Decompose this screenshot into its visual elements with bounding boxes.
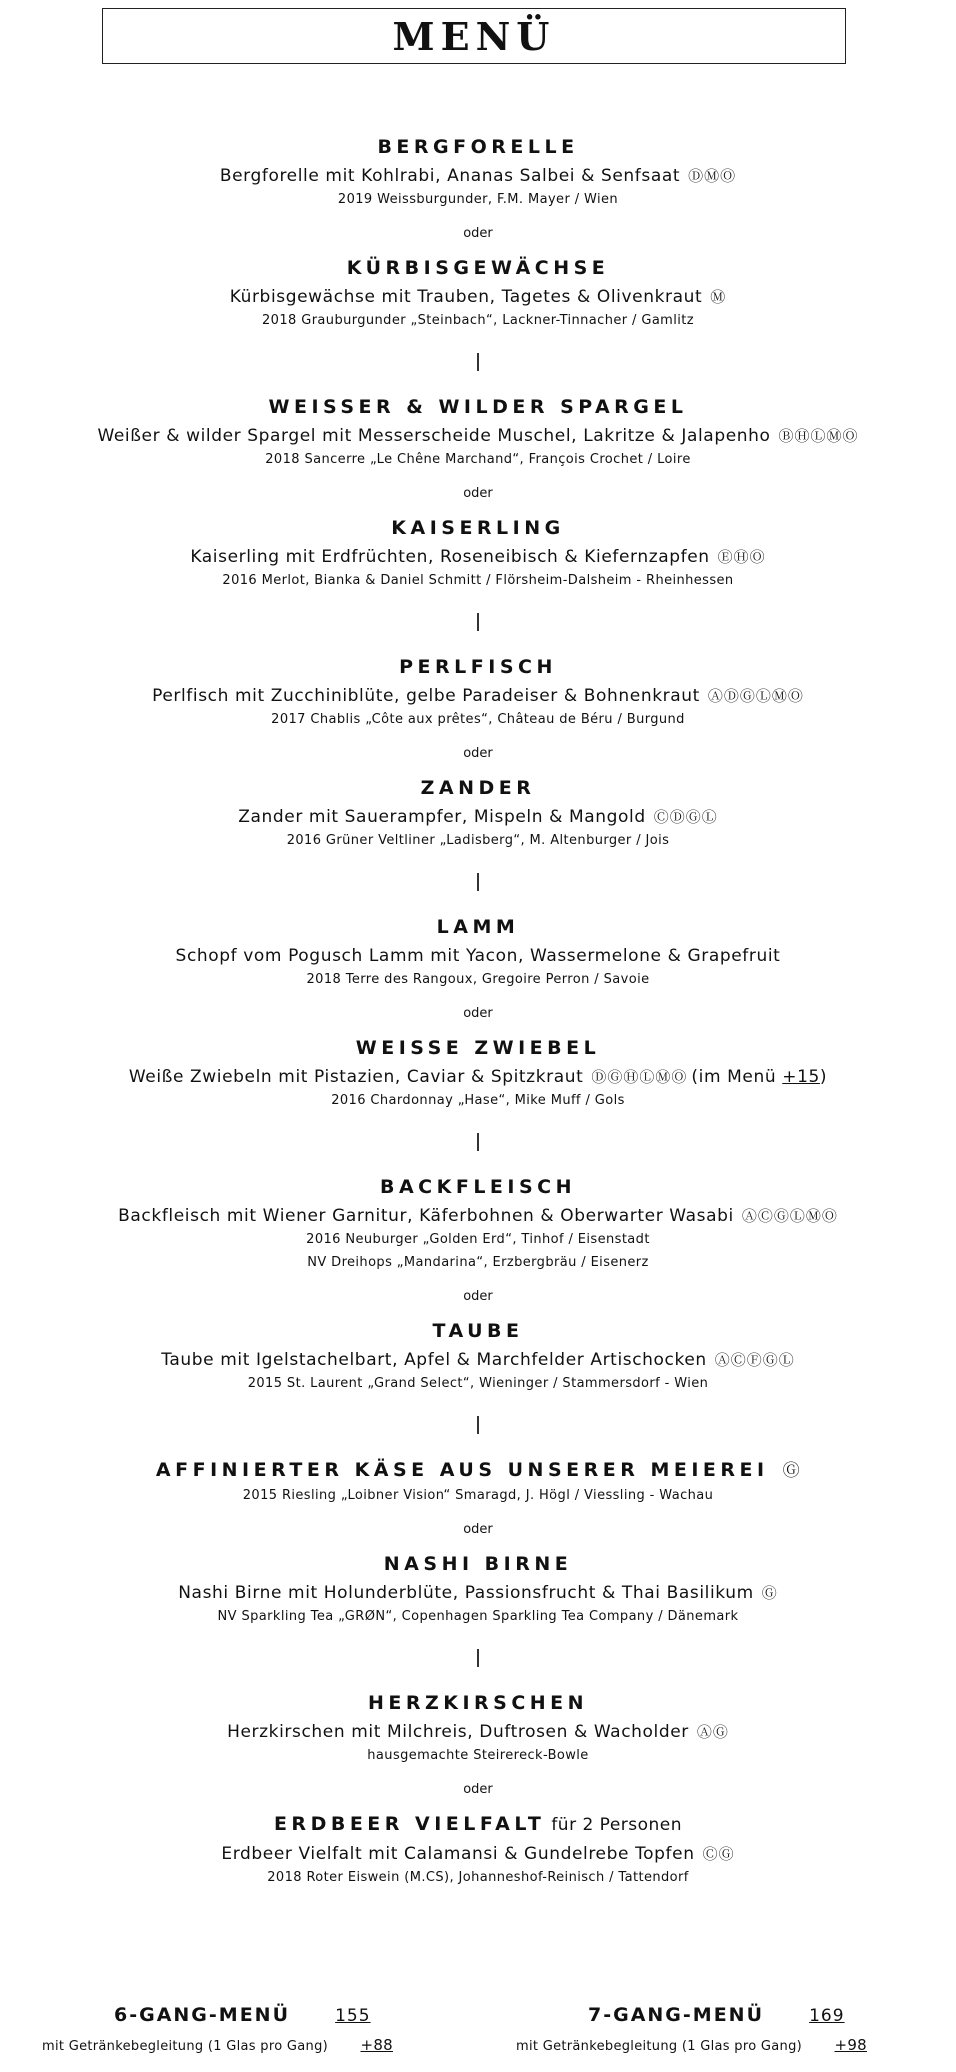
wine-pairing: 2016 Chardonnay „Hase“, Mike Muff / Gols (331, 1093, 625, 1108)
dish-text: Kürbisgewächse mit Trauben, Tagetes & Olivenkraut (229, 287, 703, 307)
course-name (0, 1458, 956, 1483)
course-name-text: AFFINIERTER KÄSE AUS UNSERER MEIEREI (155, 1459, 769, 1481)
course-name (0, 1036, 956, 1060)
oder-label: oder (463, 746, 493, 761)
dish-description (0, 286, 956, 308)
wine-pairing: 2015 Riesling „Loibner Vision“ Smaragd, J. Högl / Viessling - Wachau (242, 1488, 714, 1503)
dish-description (0, 1582, 956, 1604)
supplement-price: +15 (782, 1067, 820, 1087)
wine-pairing: 2016 Grüner Veltliner „Ladisberg“, M. Altenburger / Jois (286, 833, 670, 848)
wine-pairing: 2018 Roter Eiswein (M.CS), Johanneshof-Reinisch / Tattendorf (267, 1870, 689, 1885)
course-name (0, 1552, 956, 1576)
wine-pairing: NV Dreihops „Mandarina“, Erzbergbräu / Eisenerz (307, 1255, 649, 1270)
course-separator (477, 1649, 479, 1667)
oder-label: oder (463, 1522, 493, 1537)
course-block (0, 1691, 956, 1766)
allergen-codes: Ⓜ (710, 288, 727, 306)
course-name (0, 516, 956, 540)
oder-label: oder (463, 1289, 493, 1304)
dish-text: Perlfisch mit Zucchiniblüte, gelbe Paradeiser & Bohnenkraut (152, 686, 700, 706)
course-separator (477, 873, 479, 891)
dish-text: Backfleisch mit Wiener Garnitur, Käferbohnen & Oberwarter Wasabi (118, 1206, 734, 1226)
dish-text: Nashi Birne mit Holunderblüte, Passionsfrucht & Thai Basilikum (178, 1583, 754, 1603)
allergen-codes: Ⓖ (782, 1461, 801, 1481)
course-separator (477, 1416, 479, 1434)
menu-footer (0, 2004, 956, 2064)
course-name-text: BERGFORELLE (377, 136, 579, 158)
dish-description (0, 685, 956, 707)
course-name (0, 1812, 956, 1837)
six-course-pairing-price: +88 (360, 2036, 394, 2054)
course-name (0, 1691, 956, 1715)
course-block (0, 1812, 956, 1888)
seven-course-title: 7-GANG-MENÜ (588, 2004, 765, 2026)
dish-description (0, 165, 956, 187)
seven-course-pairing-price: +98 (834, 2036, 868, 2054)
supplement-suffix: ) (819, 1067, 828, 1087)
dish-description (0, 945, 956, 967)
dish-description (0, 1349, 956, 1371)
course-separator (477, 353, 479, 371)
course-name-text: ZANDER (420, 777, 536, 799)
course-block (0, 1036, 956, 1111)
course-name-text: ERDBEER VIELFALT (273, 1813, 546, 1835)
allergen-codes: ⒶⒸⒻⒼⓁ (714, 1351, 795, 1369)
course-block (0, 1319, 956, 1394)
course-list (0, 135, 956, 1888)
dish-text: Erdbeer Vielfalt mit Calamansi & Gundelrebe Topfen (221, 1844, 695, 1864)
dish-description (0, 1205, 956, 1227)
wine-pairing: NV Sparkling Tea „GRØN“, Copenhagen Sparkling Tea Company / Dänemark (217, 1609, 739, 1624)
allergen-codes: ⒶⒸⒼⓁⓂⓄ (741, 1207, 838, 1225)
wine-pairing: 2018 Sancerre „Le Chêne Marchand“, François Crochet / Loire (265, 452, 691, 467)
course-name (0, 1319, 956, 1343)
allergen-codes: ⒹⓂⓄ (688, 167, 737, 185)
course-separator (477, 613, 479, 631)
course-name-text: WEISSER & WILDER SPARGEL (268, 396, 688, 418)
course-block (0, 1458, 956, 1506)
course-block (0, 1552, 956, 1627)
oder-label: oder (463, 1006, 493, 1021)
dish-description (0, 425, 956, 447)
dish-text: Weiße Zwiebeln mit Pistazien, Caviar & Spitzkraut (128, 1067, 584, 1087)
course-name (0, 256, 956, 280)
wine-pairing: 2018 Grauburgunder „Steinbach“, Lackner-Tinnacher / Gamlitz (262, 313, 694, 328)
seven-course-menu (516, 2004, 867, 2054)
oder-label: oder (463, 486, 493, 501)
menu-title: MENÜ (392, 13, 556, 59)
dish-description (0, 546, 956, 568)
wine-pairing: 2016 Neuburger „Golden Erd“, Tinhof / Eisenstadt (306, 1232, 650, 1247)
course-name-text: KÜRBISGEWÄCHSE (346, 257, 610, 279)
course-name (0, 135, 956, 159)
course-separator (477, 1133, 479, 1151)
course-name-suffix: für 2 Personen (551, 1815, 683, 1835)
course-block (0, 135, 956, 210)
course-name (0, 395, 956, 419)
dish-description (0, 806, 956, 828)
dish-text: Weißer & wilder Spargel mit Messerscheide Muschel, Lakritze & Jalapenho (97, 426, 771, 446)
dish-description (0, 1721, 956, 1743)
wine-pairing: 2017 Chablis „Côte aux prêtes“, Château de Béru / Burgund (271, 712, 685, 727)
course-block (0, 516, 956, 591)
course-block (0, 1175, 956, 1273)
supplement-note (691, 1067, 827, 1087)
course-name-text: WEISSE ZWIEBEL (355, 1037, 601, 1059)
course-name-text: BACKFLEISCH (379, 1176, 577, 1198)
six-course-title: 6-GANG-MENÜ (114, 2004, 291, 2026)
six-course-pairing-label: mit Getränkebegleitung (1 Glas pro Gang) (42, 2039, 329, 2054)
course-block (0, 256, 956, 331)
dish-text: Kaiserling mit Erdfrüchten, Roseneibisch & Kiefernzapfen (190, 547, 710, 567)
allergen-codes: ⒹⒼⒽⓁⓂⓄ (591, 1068, 688, 1086)
wine-pairing: 2018 Terre des Rangoux, Gregoire Perron / Savoie (306, 972, 650, 987)
allergen-codes: ⒸⒼ (702, 1845, 735, 1863)
course-name (0, 915, 956, 939)
oder-label: oder (463, 226, 493, 241)
course-name-text: PERLFISCH (399, 656, 557, 678)
allergen-codes: ⒶⒹⒼⓁⓂⓄ (707, 687, 804, 705)
dish-description (0, 1066, 956, 1088)
dish-text: Schopf vom Pogusch Lamm mit Yacon, Wassermelone & Grapefruit (175, 946, 781, 966)
dish-text: Taube mit Igelstachelbart, Apfel & Marchfelder Artischocken (161, 1350, 707, 1370)
dish-description (0, 1843, 956, 1865)
dish-text: Bergforelle mit Kohlrabi, Ananas Salbei & Senfsaat (219, 166, 681, 186)
seven-course-price: 169 (809, 2006, 845, 2026)
wine-pairing: hausgemachte Steirereck-Bowle (367, 1748, 589, 1763)
course-name-text: NASHI BIRNE (383, 1553, 573, 1575)
course-name-text: LAMM (436, 916, 520, 938)
course-block (0, 915, 956, 990)
allergen-codes: ⒺⒽⓄ (717, 548, 766, 566)
menu-title-box (102, 8, 846, 64)
allergen-codes: ⒸⒹⒼⓁ (653, 808, 718, 826)
course-name (0, 776, 956, 800)
wine-pairing: 2016 Merlot, Bianka & Daniel Schmitt / Flörsheim-Dalsheim - Rheinhessen (222, 573, 734, 588)
course-block (0, 395, 956, 470)
wine-pairing: 2019 Weissburgunder, F.M. Mayer / Wien (337, 192, 619, 207)
course-name-text: HERZKIRSCHEN (367, 1692, 589, 1714)
allergen-codes: Ⓖ (761, 1584, 778, 1602)
six-course-price: 155 (335, 2006, 371, 2026)
course-block (0, 776, 956, 851)
allergen-codes: ⒷⒽⓁⓂⓄ (778, 427, 859, 445)
dish-text: Zander mit Sauerampfer, Mispeln & Mangold (238, 807, 646, 827)
course-name-text: TAUBE (432, 1320, 524, 1342)
course-name (0, 1175, 956, 1199)
dish-text: Herzkirschen mit Milchreis, Duftrosen & Wacholder (227, 1722, 689, 1742)
six-course-menu (42, 2004, 393, 2054)
seven-course-pairing-label: mit Getränkebegleitung (1 Glas pro Gang) (516, 2039, 803, 2054)
course-block (0, 655, 956, 730)
supplement-prefix: (im Menü (691, 1067, 783, 1087)
course-name (0, 655, 956, 679)
allergen-codes: ⒶⒼ (696, 1723, 729, 1741)
course-name-text: KAISERLING (391, 517, 565, 539)
oder-label: oder (463, 1782, 493, 1797)
wine-pairing: 2015 St. Laurent „Grand Select“, Wieninger / Stammersdorf - Wien (247, 1376, 709, 1391)
